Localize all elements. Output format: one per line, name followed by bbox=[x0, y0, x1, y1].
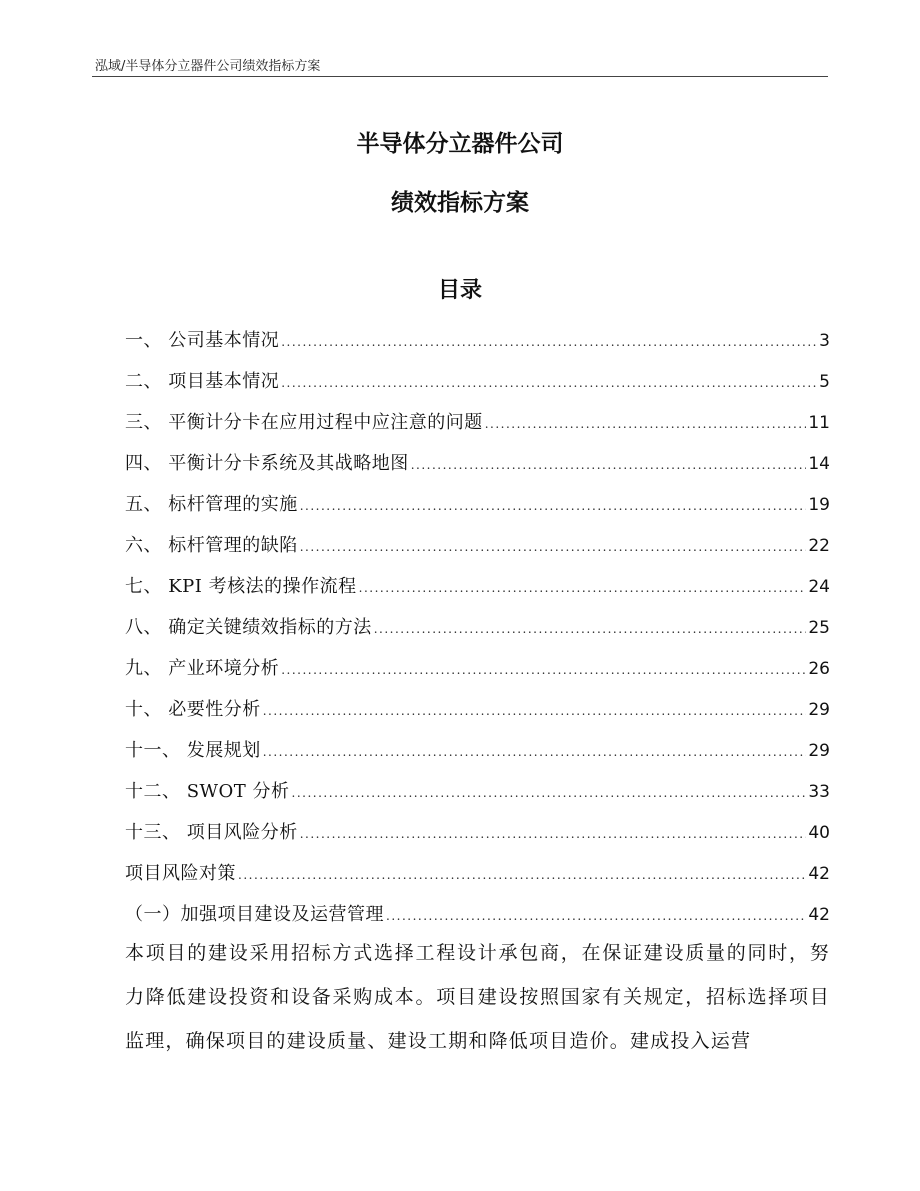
toc-entry-label: 十、 必要性分析 bbox=[125, 699, 261, 720]
toc-entry-page: 19 bbox=[808, 495, 830, 515]
toc-entry-page: 3 bbox=[819, 331, 830, 351]
toc-entry-page: 26 bbox=[808, 659, 830, 679]
toc-entry-page: 22 bbox=[808, 536, 830, 556]
toc-entry-page: 25 bbox=[808, 618, 830, 638]
toc-entry-label: 项目风险对策 bbox=[125, 863, 236, 884]
toc-entry-page: 29 bbox=[808, 700, 830, 720]
toc-entry-page: 24 bbox=[808, 577, 830, 597]
toc-entry[interactable] bbox=[125, 648, 830, 689]
toc-entry-label: 十三、 项目风险分析 bbox=[125, 822, 298, 843]
document-title-line1: 半导体分立器件公司 bbox=[356, 131, 564, 157]
toc-entry-page: 14 bbox=[808, 454, 830, 474]
toc-entry[interactable] bbox=[125, 361, 830, 402]
toc-entry[interactable] bbox=[125, 689, 830, 730]
toc-entry-label: 四、 平衡计分卡系统及其战略地图 bbox=[125, 453, 409, 474]
toc-leader-dots bbox=[263, 732, 807, 773]
toc-entry[interactable] bbox=[125, 812, 830, 853]
toc-heading: 目录 bbox=[437, 278, 482, 303]
toc-entry[interactable] bbox=[125, 894, 830, 935]
toc-entry-label: 八、 确定关键绩效指标的方法 bbox=[125, 617, 372, 638]
toc-entry-label: 五、 标杆管理的实施 bbox=[125, 494, 298, 515]
toc-leader-dots bbox=[300, 486, 807, 527]
toc-entry[interactable] bbox=[125, 525, 830, 566]
toc-entry-label: 一、 公司基本情况 bbox=[125, 330, 280, 351]
running-header: 泓域/半导体分立器件公司绩效指标方案 bbox=[95, 59, 321, 74]
body-paragraph: 本项目的建设采用招标方式选择工程设计承包商，在保证建设质量的同时，努力降低建设投资和设备采购成本。项目建设按照国家有关规定，招标选择项目监理，确保项目的建设质量、建设工期和降低项目造价。建成投入运营 bbox=[125, 942, 830, 1052]
toc-leader-dots bbox=[411, 445, 807, 486]
toc-entry-label: 十一、 发展规划 bbox=[125, 740, 261, 761]
toc-leader-dots bbox=[238, 855, 806, 896]
toc-entry[interactable] bbox=[125, 771, 830, 812]
toc-entry[interactable] bbox=[125, 566, 830, 607]
toc-entry-label: 二、 项目基本情况 bbox=[125, 371, 280, 392]
table-of-contents bbox=[125, 320, 830, 935]
toc-entry-label: 九、 产业环境分析 bbox=[125, 658, 280, 679]
toc-entry[interactable] bbox=[125, 853, 830, 894]
toc-entry[interactable] bbox=[125, 730, 830, 771]
toc-entry-page: 11 bbox=[808, 413, 830, 433]
toc-leader-dots bbox=[485, 404, 807, 445]
toc-leader-dots bbox=[359, 568, 807, 609]
toc-entry-label: 十二、 SWOT 分析 bbox=[125, 781, 290, 802]
toc-entry-page: 42 bbox=[808, 864, 830, 884]
toc-entry-label: （一）加强项目建设及运营管理 bbox=[125, 904, 384, 925]
toc-leader-dots bbox=[374, 609, 807, 650]
toc-leader-dots bbox=[281, 650, 806, 691]
toc-entry[interactable] bbox=[125, 443, 830, 484]
toc-leader-dots bbox=[281, 363, 817, 404]
toc-entry[interactable] bbox=[125, 402, 830, 443]
toc-entry-page: 5 bbox=[819, 372, 830, 392]
toc-entry-label: 六、 标杆管理的缺陷 bbox=[125, 535, 298, 556]
document-title-line2: 绩效指标方案 bbox=[391, 190, 529, 216]
toc-leader-dots bbox=[300, 527, 807, 568]
toc-entry-label: 三、 平衡计分卡在应用过程中应注意的问题 bbox=[125, 412, 483, 433]
toc-entry[interactable] bbox=[125, 607, 830, 648]
toc-leader-dots bbox=[292, 773, 807, 814]
header-divider bbox=[92, 76, 828, 77]
toc-entry-page: 29 bbox=[808, 741, 830, 761]
toc-leader-dots bbox=[281, 322, 817, 363]
toc-entry-page: 40 bbox=[808, 823, 830, 843]
toc-entry[interactable] bbox=[125, 484, 830, 525]
toc-entry[interactable] bbox=[125, 320, 830, 361]
toc-entry-label: 七、 KPI 考核法的操作流程 bbox=[125, 576, 357, 597]
toc-leader-dots bbox=[300, 814, 807, 855]
toc-entry-page: 42 bbox=[808, 905, 830, 925]
toc-leader-dots bbox=[263, 691, 807, 732]
toc-entry-page: 33 bbox=[808, 782, 830, 802]
